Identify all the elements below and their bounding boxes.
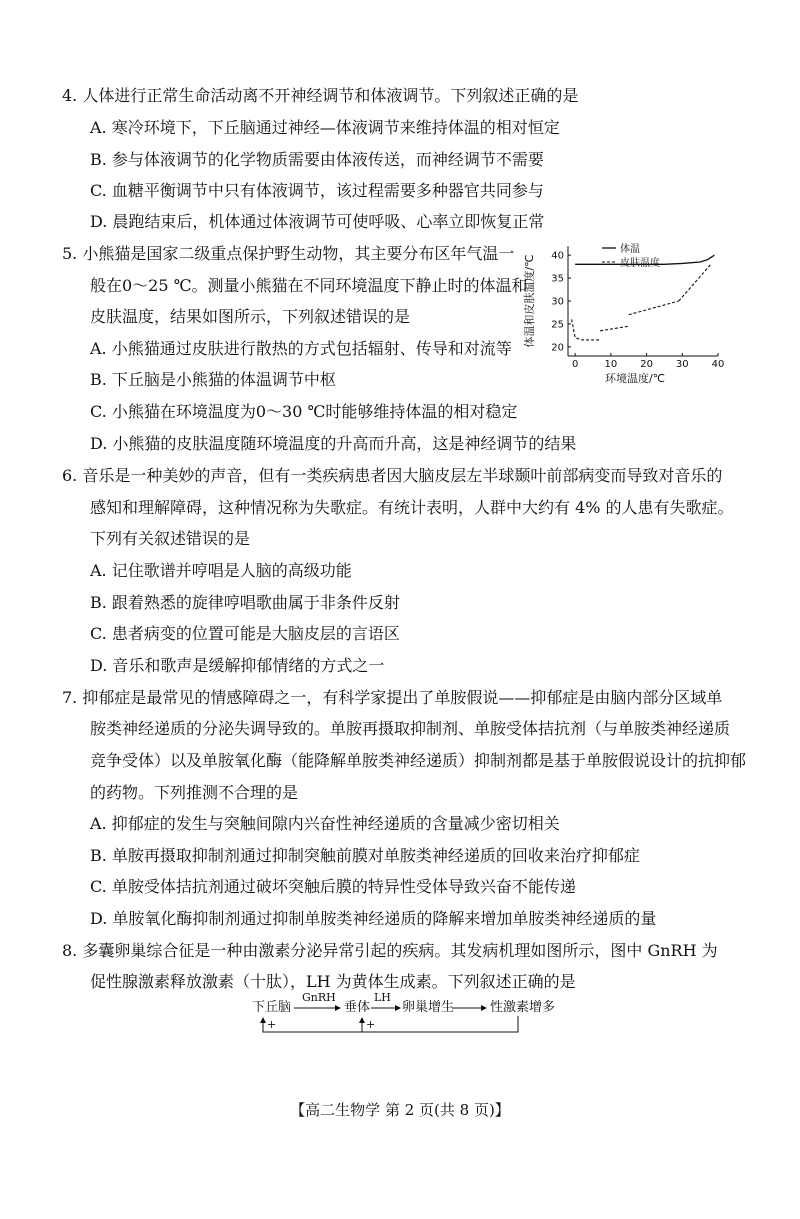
q7-stem-line3: 竞争受体）以及单胺氧化酶（能降解单胺类神经递质）抑制剂都是基于单胺假说设计的抗抑郁 bbox=[90, 751, 747, 770]
feedback-to-hypothalamus bbox=[263, 1016, 518, 1032]
series-skin-temp-segment-1 bbox=[600, 326, 629, 331]
q8-stem-line2: 促性腺激素释放激素（十肽），LH 为黄体生成素。下列叙述正确的是 bbox=[90, 972, 576, 991]
y-tick-label-4: 40 bbox=[551, 250, 564, 262]
pathway-diagram bbox=[252, 990, 556, 1040]
q5-option-c: C. 小熊猫在环境温度为0～30 ℃时能够维持体温的相对稳定 bbox=[90, 402, 518, 421]
x-tick-label-1: 10 bbox=[604, 359, 618, 370]
q5-option-b: B. 下丘脑是小熊猫的体温调节中枢 bbox=[90, 370, 336, 389]
legend-body-temp-label: 体温 bbox=[620, 244, 640, 255]
series-skin-temp-segment-2 bbox=[629, 301, 679, 315]
q7-stem-line1: 7. 抑郁症是最常见的情感障碍之一，有科学家提出了单胺假说——抑郁症是由脑内部分区域单 bbox=[62, 688, 723, 707]
q5-stem-line2: 般在0～25 ℃。测量小熊猫在不同环境温度下静止时的体温和 bbox=[90, 276, 528, 295]
sign-plus-hypothalamus: + bbox=[267, 1018, 277, 1031]
x-tick-label-2: 20 bbox=[640, 359, 653, 370]
q4-option-c: C. 血糖平衡调节中只有体液调节，该过程需要多种器官共同参与 bbox=[90, 181, 544, 200]
q6-option-a: A. 记住歌谱并哼唱是人脑的高级功能 bbox=[90, 561, 352, 580]
q5-option-a: A. 小熊猫通过皮肤进行散热的方式包括辐射、传导和对流等 bbox=[90, 339, 512, 358]
q6-stem-line3: 下列有关叙述错误的是 bbox=[90, 529, 251, 548]
series-skin-temp-segment-3 bbox=[679, 264, 711, 301]
node-ovary: 卵巢增生 bbox=[402, 1000, 455, 1015]
q7-stem-line4: 的药物。下列推测不合理的是 bbox=[90, 783, 299, 802]
x-tick-label-3: 30 bbox=[675, 359, 689, 370]
node-hypothalamus: 下丘脑 bbox=[252, 1000, 292, 1015]
legend-skin-temp-label: 皮肤温度 bbox=[620, 258, 660, 269]
q7-option-b: B. 单胺再摄取抑制剂通过抑制突触前膜对单胺类神经递质的回收来治疗抑郁症 bbox=[90, 846, 640, 865]
q5-option-d: D. 小熊猫的皮肤温度随环境温度的升高而升高，这是神经调节的结果 bbox=[90, 434, 577, 453]
q7-option-c: C. 单胺受体拮抗剂通过破坏突触后膜的特异性受体导致兴奋不能传递 bbox=[90, 877, 576, 896]
temperature-chart bbox=[520, 238, 730, 388]
series-skin-temp-segment-0 bbox=[572, 319, 601, 340]
x-axis-label: 环境温度/℃ bbox=[604, 372, 666, 385]
y-axis-label: 体温和皮肤温度/℃ bbox=[523, 254, 536, 348]
q5-stem-line3: 皮肤温度，结果如图所示，下列叙述错误的是 bbox=[90, 307, 411, 326]
q4-stem: 4. 人体进行正常生命活动离不开神经调节和体液调节。下列叙述正确的是 bbox=[62, 86, 579, 105]
q6-stem-line2: 感知和理解障碍，这种情况称为失歌症。有统计表明，人群中大约有 4% 的人患有失歌症。 bbox=[90, 498, 734, 517]
q4-option-d: D. 晨跑结束后，机体通过体液调节可使呼吸、心率立即恢复正常 bbox=[90, 212, 545, 231]
q7-stem-line2: 胺类神经递质的分泌失调导致的。单胺再摄取抑制剂、单胺受体拮抗剂（与单胺类神经递质 bbox=[90, 719, 731, 738]
sign-plus-pituitary: + bbox=[366, 1018, 376, 1031]
q7-option-d: D. 单胺氧化酶抑制剂通过抑制单胺类神经递质的降解来增加单胺类神经递质的量 bbox=[90, 909, 657, 928]
x-tick-label-0: 0 bbox=[571, 359, 579, 370]
q6-option-c: C. 患者病变的位置可能是大脑皮层的言语区 bbox=[90, 624, 400, 643]
node-pituitary: 垂体 bbox=[344, 1000, 371, 1015]
y-tick-label-2: 30 bbox=[551, 296, 564, 308]
node-sex-hormone: 性激素增多 bbox=[490, 1000, 556, 1015]
q6-option-b: B. 跟着熟悉的旋律哼唱歌曲属于非条件反射 bbox=[90, 593, 400, 612]
q6-stem-line1: 6. 音乐是一种美妙的声音，但有一类疾病患者因大脑皮层左半球颞叶前部病变而导致对音乐的 bbox=[62, 466, 723, 485]
label-gnrh: GnRH bbox=[302, 991, 336, 1004]
y-tick-label-0: 20 bbox=[551, 342, 564, 354]
q7-option-a: A. 抑郁症的发生与突触间隙内兴奋性神经递质的含量减少密切相关 bbox=[90, 814, 560, 833]
q4-option-b: B. 参与体液调节的化学物质需要由体液传送，而神经调节不需要 bbox=[90, 150, 544, 169]
y-tick-label-1: 25 bbox=[551, 319, 564, 331]
q6-option-d: D. 音乐和歌声是缓解抑郁情绪的方式之一 bbox=[90, 656, 385, 675]
label-lh: LH bbox=[374, 991, 391, 1004]
x-tick-label-4: 40 bbox=[711, 359, 725, 370]
page-footer: 【高二生物学 第 2 页(共 8 页)】 bbox=[290, 1101, 510, 1119]
q5-stem-line1: 5. 小熊猫是国家二级重点保护野生动物，其主要分布区年气温一 bbox=[62, 244, 515, 263]
y-tick-label-3: 35 bbox=[551, 273, 564, 285]
q4-option-a: A. 寒冷环境下，下丘脑通过神经—体液调节来维持体温的相对恒定 bbox=[90, 118, 560, 137]
q8-stem-line1: 8. 多囊卵巢综合征是一种由激素分泌异常引起的疾病。其发病机理如图所示，图中 GnRH 为 bbox=[62, 941, 718, 960]
